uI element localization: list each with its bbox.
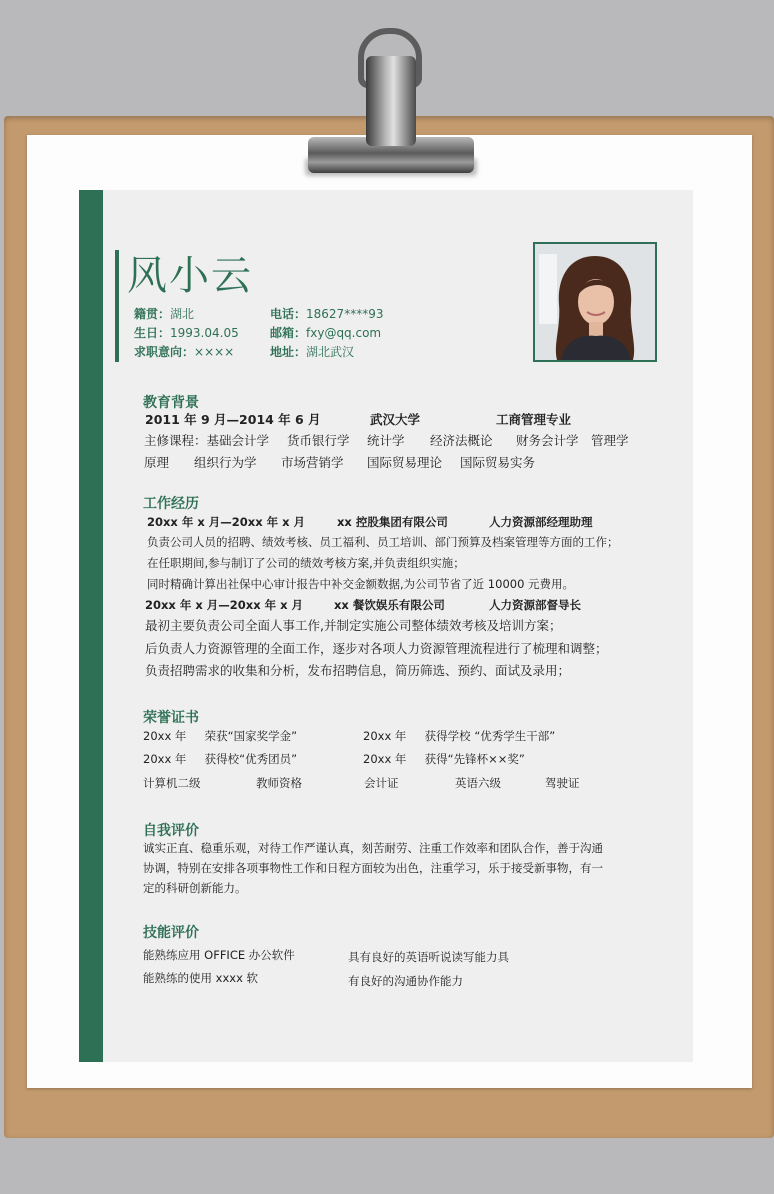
cert-item: 教师资格 xyxy=(256,776,302,790)
job1-line: 同时精确计算出社保中心审计报告中补交金额数据,为公司节省了近 10000 元费用。 xyxy=(147,577,575,591)
job2-period: 20xx 年 x 月—20xx 年 x 月 xyxy=(145,598,304,612)
honor-item: 20xx 年 获得校“优秀团员” xyxy=(143,752,298,766)
birthday: 生日：1993.04.05 xyxy=(134,326,239,340)
honor-item: 20xx 年 荣获“国家奖学金” xyxy=(143,729,298,743)
honor-item: 20xx 年 获得学校 “优秀学生干部” xyxy=(363,729,556,743)
self-eval-line: 协调，特别在安排各项事物性工作和日程方面较为出色，注重学习，乐于接受新事物，有一 xyxy=(143,861,603,875)
job-intention: 求职意向：×××× xyxy=(134,345,235,359)
skill-item: 能熟练的使用 xxxx 软 xyxy=(143,971,259,985)
job1-company: xx 控股集团有限公司 xyxy=(337,515,448,529)
job2-line: 最初主要负责公司全面人事工作,并制定实施公司整体绩效考核及培训方案； xyxy=(145,618,562,633)
skill-item: 能熟练应用 OFFICE 办公软件 xyxy=(143,948,295,962)
native-place: 籍贯：湖北 xyxy=(134,307,195,321)
email: 邮箱：fxy@qq.com xyxy=(270,326,382,340)
course-item: 市场营销学 xyxy=(281,455,344,470)
binder-clip-icon xyxy=(366,56,416,146)
job1-line: 负责公司人员的招聘、绩效考核、员工福利、员工培训、部门预算及档案管理等方面的工作； xyxy=(147,535,619,549)
phone: 电话：18627****93 xyxy=(270,307,384,321)
course-item: 国际贸易实务 xyxy=(460,455,536,470)
job1-period: 20xx 年 x 月—20xx 年 x 月 xyxy=(147,515,306,529)
job2-line: 负责招聘需求的收集和分析，发布招聘信息，简历筛选、预约、面试及录用； xyxy=(145,663,571,678)
honors-heading: 荣誉证书 xyxy=(143,710,199,726)
resume-name: 风小云 xyxy=(127,253,253,299)
job2-company: xx 餐饮娱乐有限公司 xyxy=(334,598,445,612)
course-item: 组织行为学 xyxy=(194,455,257,470)
course-item: 原理 xyxy=(144,455,170,470)
profile-photo xyxy=(533,242,657,362)
job2-line: 后负责人力资源管理的全面工作，逐步对各项人力资源管理流程进行了梳理和调整； xyxy=(145,641,608,656)
self-eval-line: 诚实正直、稳重乐观，对待工作严谨认真，刻苦耐劳、注重工作效率和团队合作，善于沟通 xyxy=(143,841,603,855)
course-item: 国际贸易理论 xyxy=(367,455,443,470)
name-accent-bar xyxy=(115,250,119,362)
self-eval-heading: 自我评价 xyxy=(143,823,199,839)
education-period: 2011 年 9 月—2014 年 6 月 xyxy=(145,412,321,427)
course-item: 货币银行学 xyxy=(287,433,350,448)
job2-title: 人力资源部督导长 xyxy=(489,598,581,612)
skills-heading: 技能评价 xyxy=(143,925,199,941)
education-heading: 教育背景 xyxy=(143,395,199,411)
honor-item: 20xx 年 获得“先锋杯××奖” xyxy=(363,752,525,766)
course-item: 主修课程：基础会计学 xyxy=(144,433,270,448)
education-school: 武汉大学 xyxy=(370,412,421,427)
education-major: 工商管理专业 xyxy=(496,412,572,427)
job1-line: 在任职期间,参与制订了公司的绩效考核方案,并负责组织实施； xyxy=(147,556,465,570)
course-item: 财务会计学 xyxy=(516,433,579,448)
cert-item: 计算机二级 xyxy=(143,776,201,790)
cert-item: 英语六级 xyxy=(455,776,501,790)
work-heading: 工作经历 xyxy=(143,496,199,512)
portrait-icon xyxy=(535,244,655,360)
cert-item: 会计证 xyxy=(364,776,399,790)
cert-item: 驾驶证 xyxy=(545,776,580,790)
course-item: 统计学 xyxy=(367,433,405,448)
skill-item: 具有良好的英语听说读写能力具 xyxy=(348,950,509,964)
resume-sidebar-stripe xyxy=(79,190,103,1062)
address: 地址：湖北武汉 xyxy=(270,345,355,359)
course-item: 经济法概论 xyxy=(430,433,493,448)
skill-item: 有良好的沟通协作能力 xyxy=(348,974,463,988)
job1-title: 人力资源部经理助理 xyxy=(489,515,593,529)
course-item: 管理学 xyxy=(591,433,629,448)
self-eval-line: 定的科研创新能力。 xyxy=(143,881,247,895)
